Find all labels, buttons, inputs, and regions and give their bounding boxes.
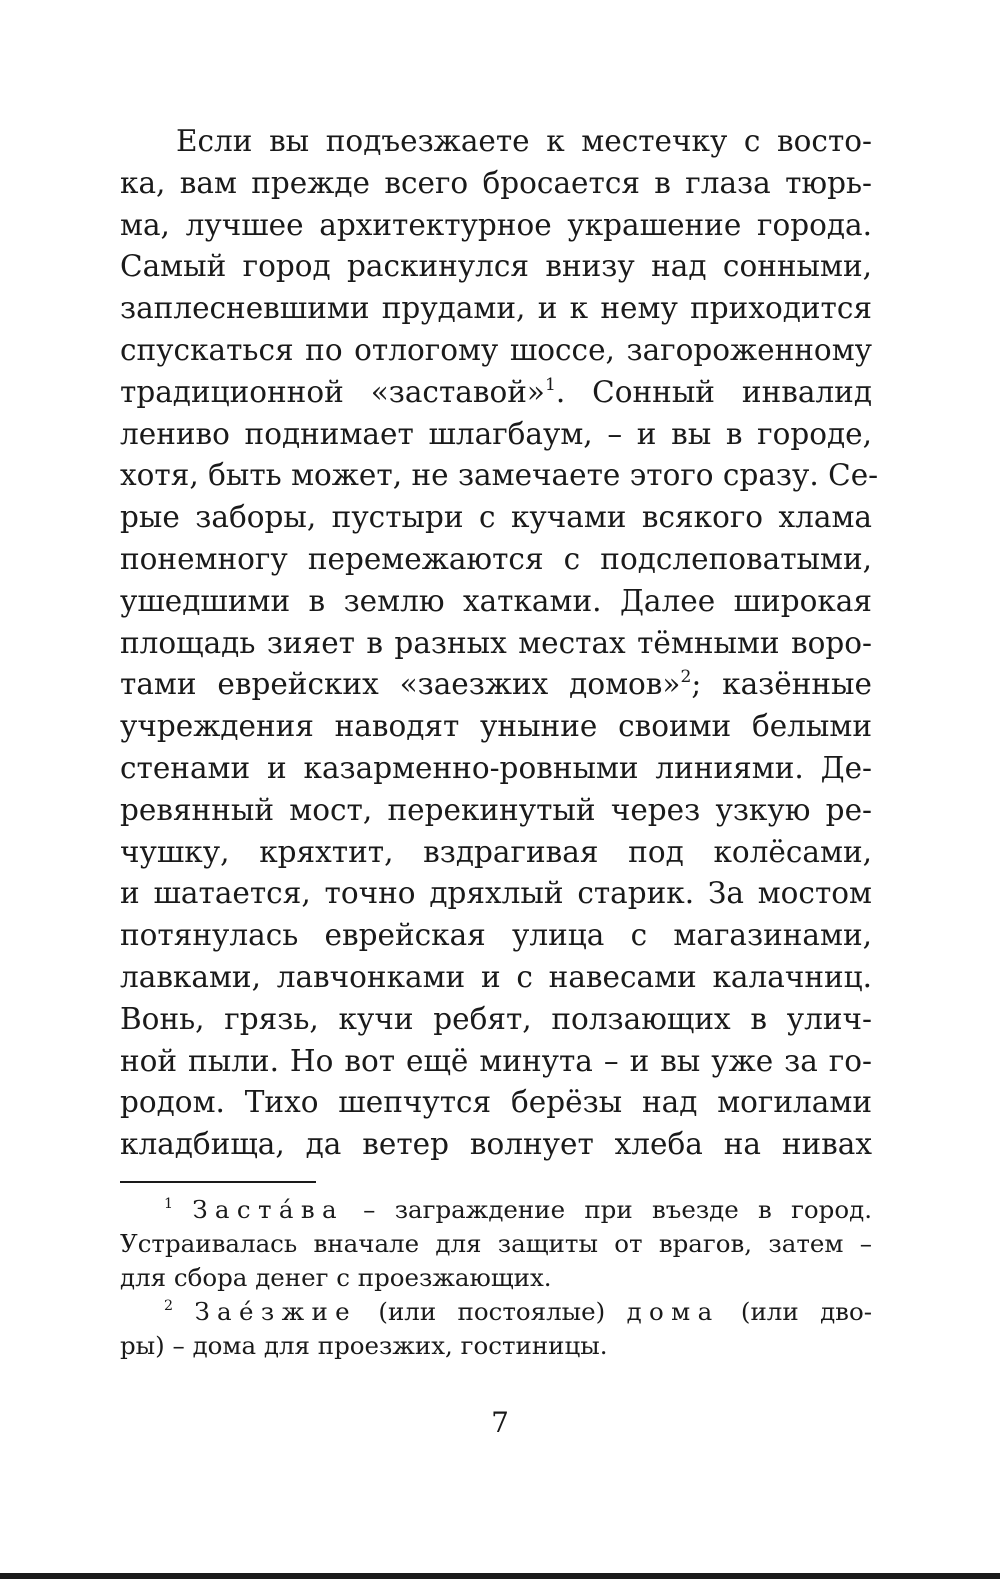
text-line: родом. Тихо шепчутся берёзы над могилами <box>120 1085 872 1120</box>
text-line: стенами и казарменно-ровными линиями. Де- <box>120 750 872 785</box>
text-line: кладбища, да ветер волнует хлеба на нивах <box>120 1127 872 1162</box>
text-line: ка, вам прежде всего бросается в глаза тюрь- <box>120 165 872 200</box>
text-fragment: . Сонный инвалид <box>555 374 873 409</box>
footnote-term: Заéзжие <box>194 1297 357 1326</box>
text-fragment: традиционной «заставой» <box>120 374 545 409</box>
text-line: площадь зияет в разных местах тёмными воро- <box>120 625 872 660</box>
footnote-1 <box>120 1193 872 1227</box>
footnote-mark-2: 2 <box>164 1298 174 1315</box>
footnote-text: – заграждение при въезде в город. <box>343 1195 872 1224</box>
text-line: хотя, быть может, не замечаете этого сразу. Се- <box>120 458 879 493</box>
text-line: лениво поднимает шлагбаум, – и вы в городе, <box>120 416 872 451</box>
footnote-text: (или дво- <box>719 1297 872 1326</box>
text-line: ной пыли. Но вот ещё минута – и вы уже за го- <box>120 1043 872 1078</box>
text-fragment: тами еврейских «заезжих домов» <box>120 667 681 702</box>
text-line: учреждения наводят уныние своими белыми <box>120 709 872 744</box>
text-line: Вонь, грязь, кучи ребят, ползающих в улич- <box>120 1001 872 1036</box>
footnote-term: дома <box>626 1297 720 1326</box>
footnote-mark-1: 1 <box>164 1196 174 1213</box>
footnote-line: ры) – дома для проезжих, гостиницы. <box>120 1331 608 1360</box>
footnote-ref-1: 1 <box>544 374 556 395</box>
text-line: потянулась еврейская улица с магазинами, <box>120 918 872 953</box>
page-number: 7 <box>491 1406 509 1439</box>
text-line: ушедшими в землю хатками. Далее широкая <box>120 583 872 618</box>
text-fragment: ; казённые <box>691 667 872 702</box>
text-line: и шатается, точно дряхлый старик. За мостом <box>120 876 872 911</box>
text-line: Если вы подъезжаете к местечку с восто- <box>176 124 872 158</box>
text-line: ма, лучшее архитектурное украшение города. <box>120 207 872 242</box>
footnotes <box>120 1193 872 1363</box>
text-line <box>120 664 872 706</box>
footnote-divider <box>120 1181 316 1183</box>
text-line: лавками, лавчонками и с навесами калачниц. <box>120 959 872 994</box>
text-line: понемногу перемежаются с подслеповатыми, <box>120 541 872 576</box>
text-line: ревянный мост, перекинутый через узкую ре- <box>120 792 872 827</box>
footnote-text: (или постоялые) <box>357 1297 627 1326</box>
text-line: заплесневшими прудами, и к нему приходится <box>120 291 872 326</box>
footnote-line: для сбора денег с проезжающих. <box>120 1263 552 1292</box>
footnote-term: Застáва <box>192 1195 344 1224</box>
text-line: чушку, кряхтит, вздрагивая под колёсами, <box>120 834 872 869</box>
footnote-ref-2: 2 <box>680 667 692 688</box>
footnote-2 <box>120 1295 872 1329</box>
text-line: Самый город раскинулся внизу над сонными, <box>120 249 872 284</box>
text-line: рые заборы, пустыри с кучами всякого хлама <box>120 500 872 535</box>
text-line <box>120 372 872 414</box>
footnote-line: Устраивалась вначале для защиты от врагов, затем – <box>120 1229 872 1258</box>
main-text <box>120 121 879 1166</box>
text-line: спускаться по отлогому шоссе, загороженному <box>120 332 872 367</box>
scan-edge <box>0 1573 1000 1579</box>
